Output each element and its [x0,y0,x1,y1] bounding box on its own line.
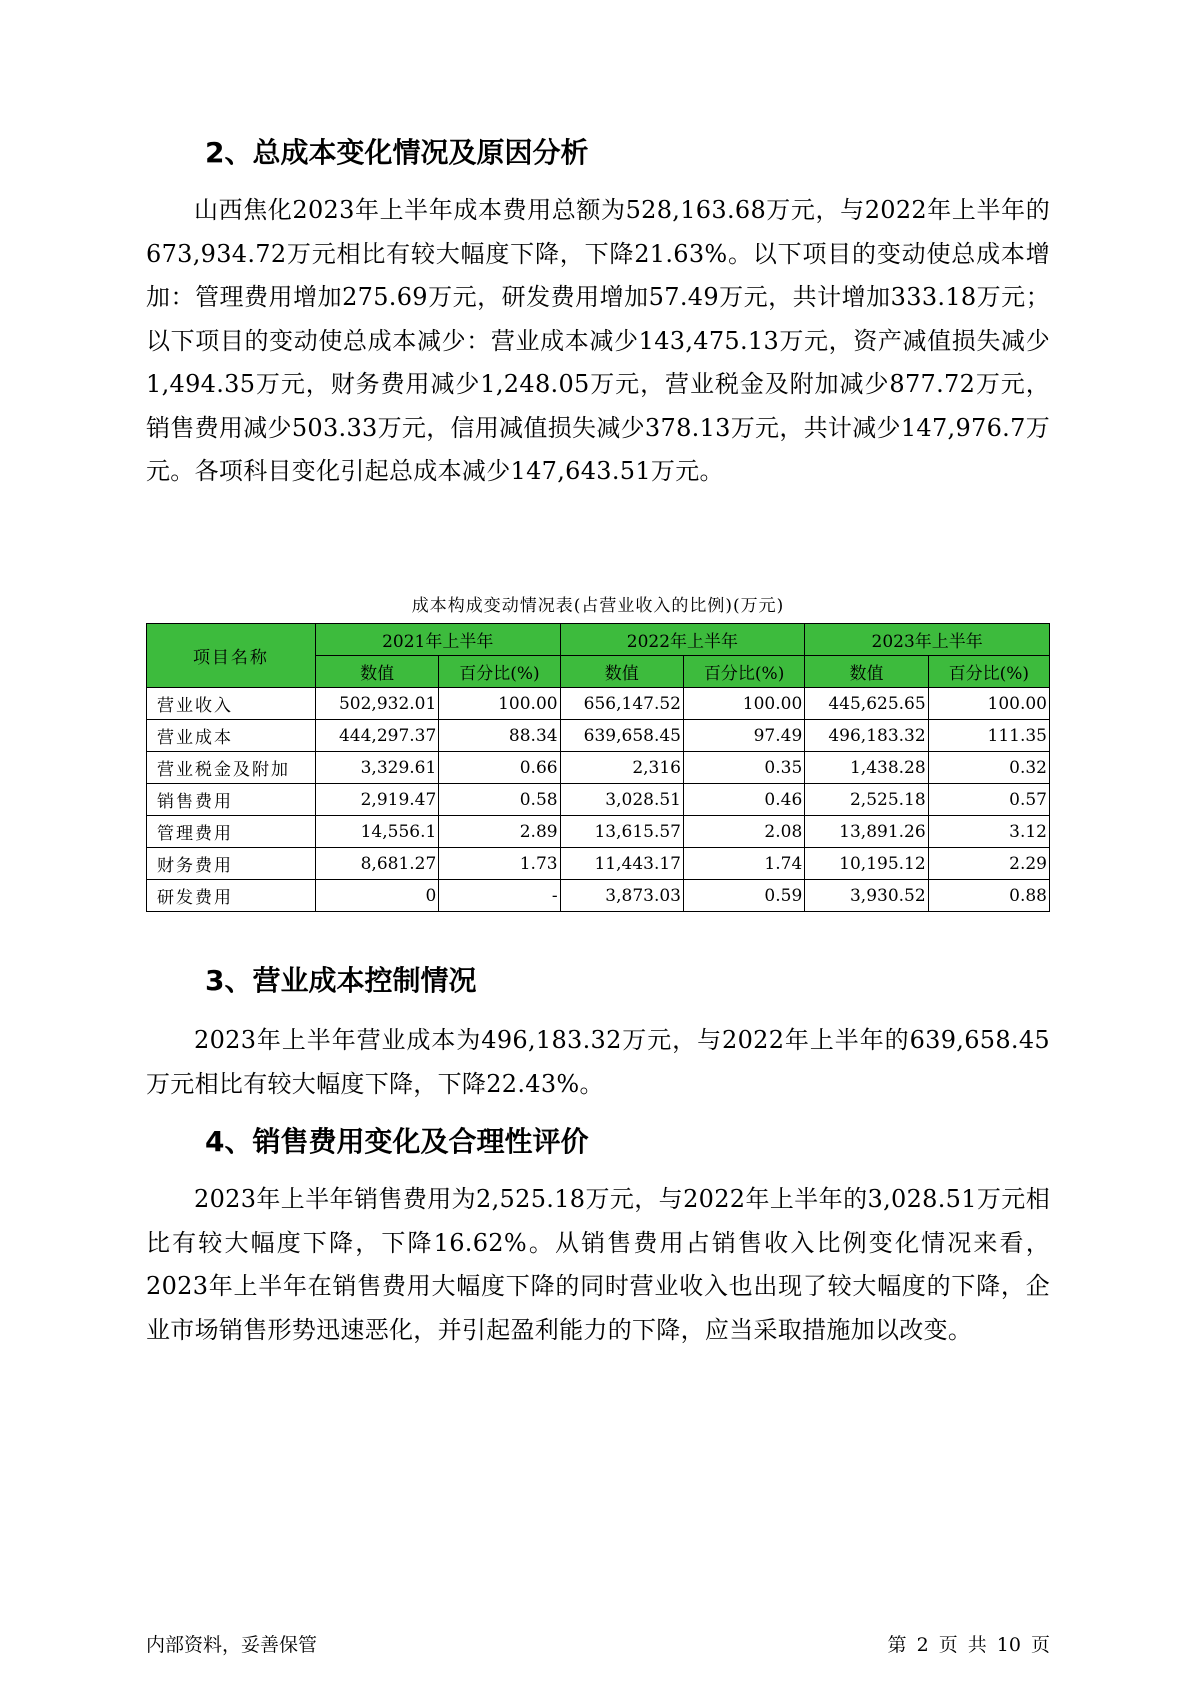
table-row [147,752,1050,784]
cell-percent: 0.32 [928,752,1049,784]
period-header-2021: 2021年上半年 [315,624,560,656]
period-header-2022: 2022年上半年 [560,624,805,656]
row-name: 营业成本 [147,720,316,752]
cell-value: 639,658.45 [560,720,683,752]
cell-value: 2,919.47 [315,784,438,816]
table-row [147,720,1050,752]
cell-percent: 0.88 [928,880,1049,912]
cell-percent: 0.35 [684,752,805,784]
cell-percent: 1.73 [439,848,560,880]
item-name-header: 项目名称 [147,624,316,688]
table-row [147,816,1050,848]
cell-value: 3,329.61 [315,752,438,784]
percent-header: 百分比(%) [684,656,805,688]
cell-value: 2,525.18 [805,784,928,816]
row-name: 财务费用 [147,848,316,880]
table-row [147,880,1050,912]
cell-percent: - [439,880,560,912]
cost-structure-table [146,623,1050,912]
table-caption: 成本构成变动情况表(占营业收入的比例)(万元) [411,596,785,616]
table-row [147,848,1050,880]
cell-value: 11,443.17 [560,848,683,880]
row-name: 营业收入 [147,688,316,720]
cell-value: 2,316 [560,752,683,784]
cell-value: 656,147.52 [560,688,683,720]
cell-value: 445,625.65 [805,688,928,720]
value-header: 数值 [805,656,928,688]
cell-percent: 111.35 [928,720,1049,752]
cell-percent: 1.74 [684,848,805,880]
section-4-paragraph: 2023年上半年销售费用为2,525.18万元，与2022年上半年的3,028.51万元相比有较大幅度下降，下降16.62%。从销售费用占销售收入比例变化情况来看，2023年上半年在销售费用大幅度下降的同时营业收入也出现了较大幅度的下降，企业市场销售形势迅速恶化，并引起盈利能力的下降，应当采取措施加以改变。 [146,1185,1050,1344]
section-2-heading: 2、总成本变化情况及原因分析 [205,136,589,169]
cell-percent: 3.12 [928,816,1049,848]
cell-value: 502,932.01 [315,688,438,720]
value-header: 数值 [315,656,438,688]
cell-value: 13,891.26 [805,816,928,848]
cell-value: 0 [315,880,438,912]
cell-percent: 100.00 [439,688,560,720]
cell-percent: 0.58 [439,784,560,816]
period-header-2023: 2023年上半年 [805,624,1050,656]
cell-percent: 0.46 [684,784,805,816]
section-3-paragraph: 2023年上半年营业成本为496,183.32万元，与2022年上半年的639,658.45万元相比有较大幅度下降，下降22.43%。 [146,1026,1050,1098]
cell-percent: 2.89 [439,816,560,848]
row-name: 管理费用 [147,816,316,848]
cell-percent: 2.08 [684,816,805,848]
cell-value: 1,438.28 [805,752,928,784]
footer-page-number: 第 2 页 共 10 页 [887,1634,1050,1656]
cell-value: 3,873.03 [560,880,683,912]
cell-percent: 100.00 [684,688,805,720]
cell-value: 8,681.27 [315,848,438,880]
table-body [147,688,1050,912]
value-header: 数值 [560,656,683,688]
cell-value: 14,556.1 [315,816,438,848]
cell-value: 444,297.37 [315,720,438,752]
cell-percent: 2.29 [928,848,1049,880]
table-row [147,688,1050,720]
percent-header: 百分比(%) [439,656,560,688]
cell-percent: 0.59 [684,880,805,912]
section-4-heading: 4、销售费用变化及合理性评价 [205,1125,589,1158]
cell-percent: 0.57 [928,784,1049,816]
cell-percent: 0.66 [439,752,560,784]
row-name: 营业税金及附加 [147,752,316,784]
cell-value: 13,615.57 [560,816,683,848]
footer-confidential-note: 内部资料，妥善保管 [146,1634,318,1656]
percent-header: 百分比(%) [928,656,1049,688]
cell-value: 3,930.52 [805,880,928,912]
cell-percent: 88.34 [439,720,560,752]
cell-value: 496,183.32 [805,720,928,752]
row-name: 研发费用 [147,880,316,912]
section-3-heading: 3、营业成本控制情况 [205,964,477,997]
cell-percent: 97.49 [684,720,805,752]
cell-value: 10,195.12 [805,848,928,880]
cell-value: 3,028.51 [560,784,683,816]
section-2-paragraph: 山西焦化2023年上半年成本费用总额为528,163.68万元，与2022年上半年的673,934.72万元相比有较大幅度下降，下降21.63%。以下项目的变动使总成本增加：管理费用增加275.69万元，研发费用增加57.49万元，共计增加333.18万元；以下项目的变动使总成本减少：营业成本减少143,475.13万元，资产减值损失减少1,494.35万元，财务费用减少1,248.05万元，营业税金及附加减少877.72万元，销售费用减少503.33万元，信用减值损失减少378.13万元，共计减少147,976.7万元。各项科目变化引起总成本减少147,643.51万元。 [146,196,1050,485]
cell-percent: 100.00 [928,688,1049,720]
table-row [147,784,1050,816]
row-name: 销售费用 [147,784,316,816]
